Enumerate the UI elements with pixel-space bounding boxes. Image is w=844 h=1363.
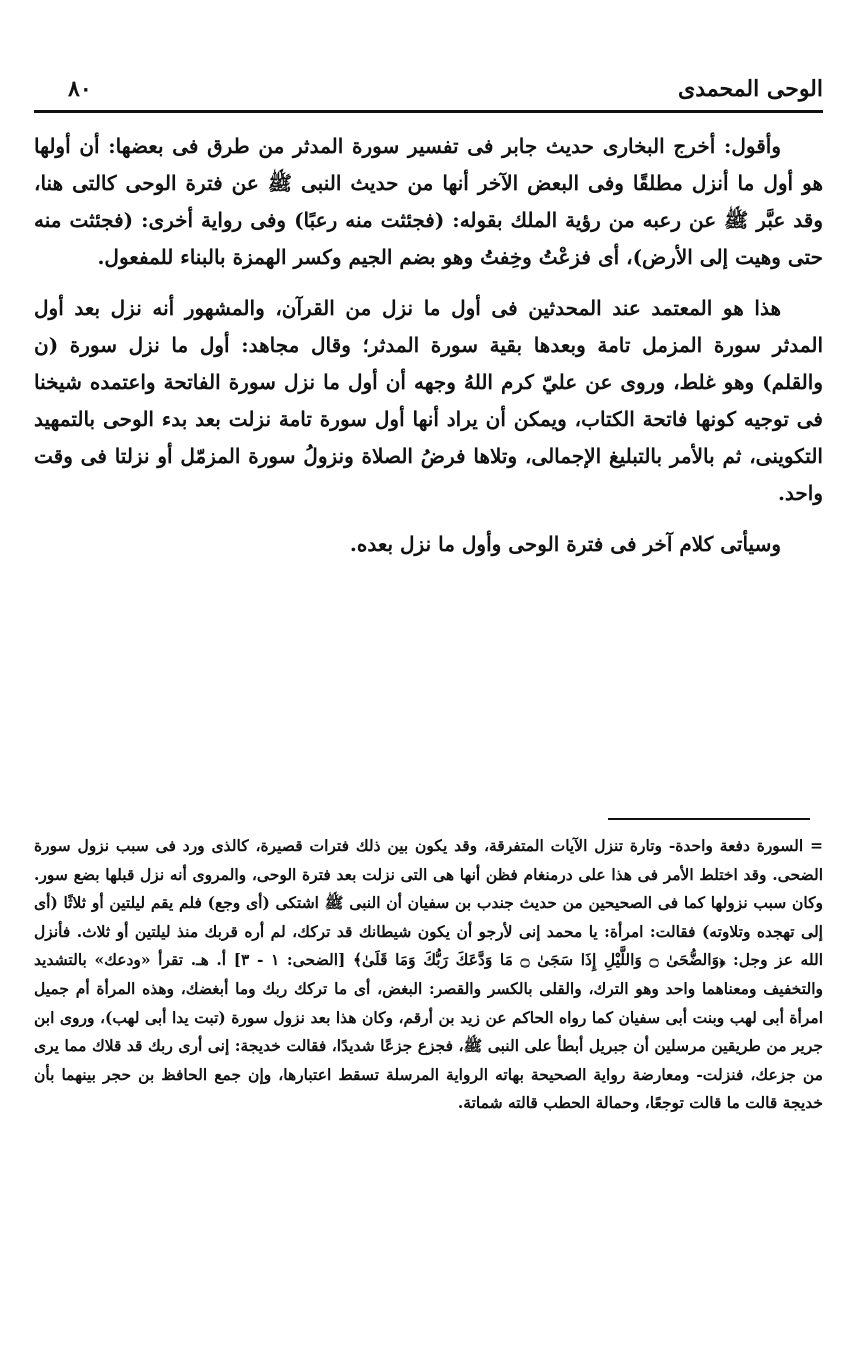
paragraph-2: هذا هو المعتمد عند المحدثين فى أول ما نزل من القرآن، والمشهور أنه نزل بعد أول المدثر سورة المزمل تامة وبعدها بقية سورة المدثر؛ وقال مجاهد: أول ما نزل سورة (ن والقلم) وهو غلط، وروى عن عليّ كرم اللهُ وجهه أن أول ما نزل سورة الفاتحة واعتمده شيخنا فى توجيه كونها فاتحة الكتاب، ويمكن أن يراد أنها أول سورة تامة نزلت بعد بدء الوحى بالتمهيد التكوينى، ثم بالأمر بالتبليغ الإجمالى، وتلاها فرضُ الصلاة ونزولُ سورة المزمّل أو نزلتا فى وقت واحد.	[34, 296, 823, 505]
paragraph-3: وسيأتى كلام آخر فى فترة الوحى وأول ما نزل بعده.	[349, 532, 781, 556]
header-rule	[34, 110, 823, 113]
page-number: ٨٠	[68, 76, 92, 102]
footnote	[34, 832, 823, 1118]
footnote-text: = السورة دفعة واحدة- وتارة تنزل الآيات المتفرقة، وقد يكون بين ذلك فترات قصيرة، كالذى ورد فى سبب نزول سورة الضحى. وقد اختلط الأمر فى هذا على درمنغام فظن أنها هى التى نزلت بعد فترة الوحى، والمروى أنه نزل قبلها بضع سور. وكان سبب نزولها كما فى الصحيحين من حديث جندب بن سفيان أن النبى ﷺ اشتكى (أى وجع) فلم يقم ليلتين أو ثلاثًا (أى إلى تهجده وتلاوته) فقالت: امرأة: يا محمد إنى لأرجو أن يكون شيطانك قد تركك، لم أره قربك منذ ليلتين أو ثلاث. فأنزل الله عز وجل: ﴿وَالضُّحَىٰ ۝ وَاللَّيْلِ إِذَا سَجَىٰ ۝ مَا وَدَّعَكَ رَبُّكَ وَمَا قَلَىٰ﴾ [الضحى: ١ - ٣] أ. هـ. تقرأ «ودعك» بالتشديد والتخفيف ومعناهما واحد وهو الترك، والقلى بالكسر والقصر: البغض، أى ما تركك ربك وما أبغضك، وهذه المرأة أم جميل امرأة أبى لهب وبنت أبى سفيان كما رواه الحاكم عن زيد بن أرقم، وكان هذا بعد نزول سورة (تبت يدا أبى لهب)، وروى ابن جرير من طريقين مرسلين أن جبريل أبطأ على النبى ﷺ، فجزع جزعًا شديدًا، فقالت خديجة: إنى أرى ربك قد قلاك مما يرى من جزعك، فنزلت- ومعارضة رواية الصحيحة بهاته الرواية المرسلة تسقط اعتبارها، وإن جمع الحافظ بن حجر بينهما بأن خديجة قالت ما قالت توجعًا، وحمالة الحطب قالته شماتة.	[34, 836, 824, 1113]
running-title: الوحى المحمدى	[678, 76, 823, 102]
paragraph-1: وأقول: أخرج البخارى حديث جابر فى تفسير سورة المدثر من طرق فى بعضها: أن أولها هو أول ما أنزل مطلقًا وفى البعض الآخر أنها من حديث النبى ﷺ عن فترة الوحى كالتى هنا، وقد عبَّر ﷺ عن رعبه من رؤية الملك بقوله: (فجئثت منه رعبًا) وفى رواية أخرى: (فجئثت منه حتى وهيت إلى الأرض)، أى فزعْتُ وخِفتُ وهو بضم الجيم وكسر الهمزة بالبناء للمفعول.	[34, 134, 823, 269]
footnote-rule	[608, 818, 810, 820]
main-text	[34, 128, 823, 577]
page-header	[34, 72, 823, 106]
